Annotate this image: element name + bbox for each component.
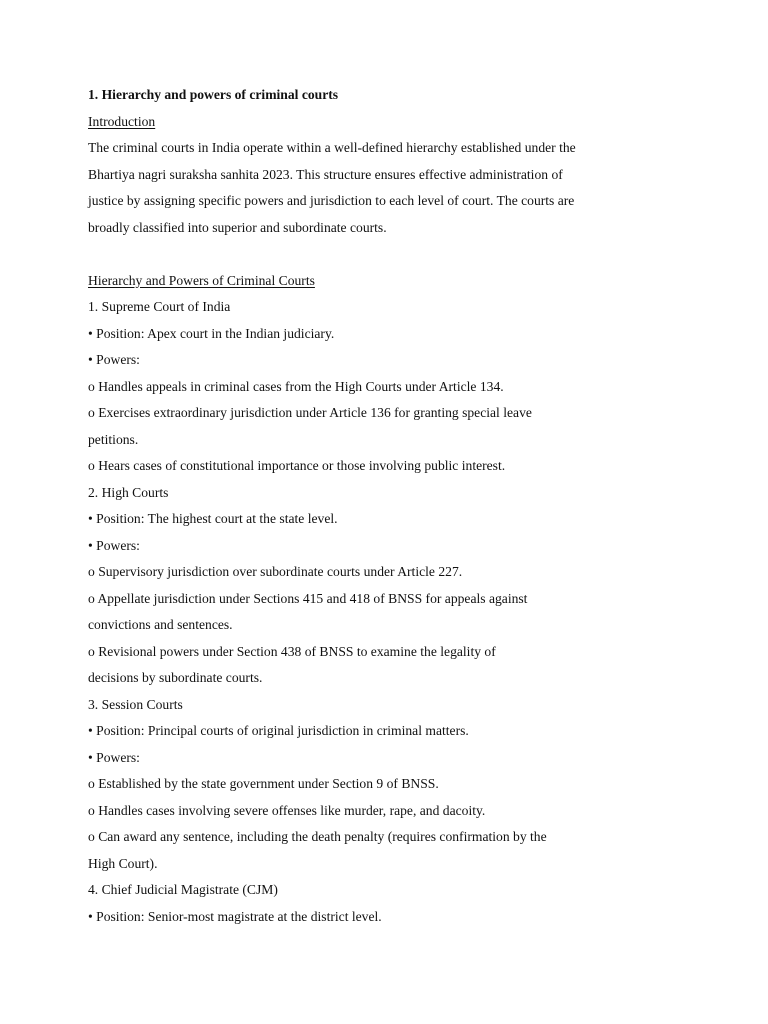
cjm-position: • Position: Senior-most magistrate at the district level. (88, 908, 382, 924)
supreme-court-power: o Handles appeals in criminal cases from the High Courts under Article 134. (88, 378, 504, 394)
high-court-powers-label: • Powers: (88, 537, 140, 553)
supreme-court-power: o Exercises extraordinary jurisdiction under Article 136 for granting special leave (88, 405, 532, 420)
high-court-power: o Revisional powers under Section 438 of BNSS to examine the legality of (88, 643, 496, 659)
intro-line: justice by assigning specific powers and jurisdiction to each level of court. The courts are (88, 193, 575, 208)
supreme-court-power: o Hears cases of constitutional importance or those involving public interest. (88, 458, 506, 473)
supreme-court-title: 1. Supreme Court of India (88, 299, 231, 314)
session-court-powers-label: • Powers: (88, 749, 140, 765)
high-court-power-continued: convictions and sentences. (88, 617, 233, 632)
supreme-court-powers-label: • Powers: (88, 352, 140, 367)
session-court-power: o Established by the state government under Section 9 of BNSS. (88, 776, 439, 791)
session-court-power: o Handles cases involving severe offenses like murder, rape, and dacoity. (88, 802, 486, 818)
high-court-power: o Appellate jurisdiction under Sections 415 and 418 of BNSS for appeals against (88, 590, 528, 606)
session-court-power-continued: High Court). (88, 855, 158, 871)
intro-line: The criminal courts in India operate within a well-defined hierarchy established under the (88, 140, 576, 155)
session-court-power: o Can award any sentence, including the death penalty (requires confirmation by the (88, 829, 547, 844)
section-heading: Hierarchy and Powers of Criminal Courts (88, 272, 315, 288)
blank-line (88, 241, 688, 268)
intro-line: broadly classified into superior and subordinate courts. (88, 219, 387, 235)
session-court-position: • Position: Principal courts of original jurisdiction in criminal matters. (88, 723, 469, 738)
high-court-position: • Position: The highest court at the state level. (88, 511, 338, 526)
high-court-power-continued: decisions by subordinate courts. (88, 670, 263, 685)
high-court-title: 2. High Courts (88, 484, 169, 500)
intro-heading: Introduction (88, 113, 156, 129)
document-body (88, 82, 688, 930)
cjm-title: 4. Chief Judicial Magistrate (CJM) (88, 882, 278, 897)
session-court-title: 3. Session Courts (88, 696, 183, 712)
supreme-court-power-continued: petitions. (88, 431, 139, 447)
document-heading: 1. Hierarchy and powers of criminal courts (88, 87, 339, 102)
intro-line: Bhartiya nagri suraksha sanhita 2023. This structure ensures effective administration of (88, 166, 563, 182)
high-court-power: o Supervisory jurisdiction over subordinate courts under Article 227. (88, 564, 463, 579)
supreme-court-position: • Position: Apex court in the Indian judiciary. (88, 325, 335, 341)
